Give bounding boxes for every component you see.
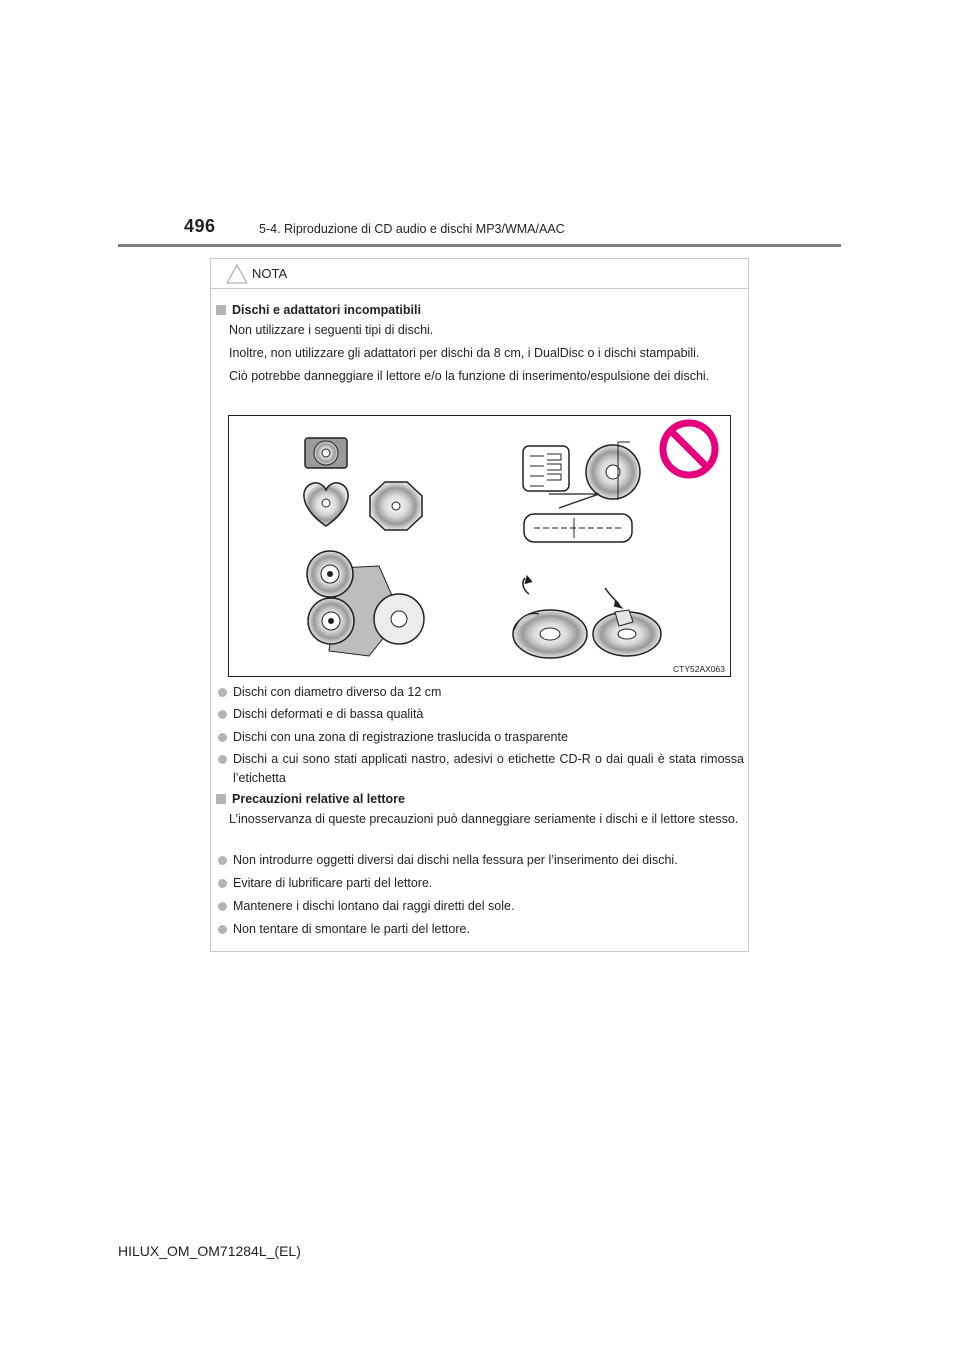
list-item: Non introdurre oggetti diversi dai dischi nella fessura per l’inserimento dei dischi. <box>216 851 744 870</box>
square-bullet-icon <box>216 794 226 804</box>
octagonal-disc-icon <box>370 482 422 530</box>
document-id: HILUX_OM_OM71284L_(EL) <box>118 1243 301 1259</box>
bullet-dot-icon <box>218 733 227 742</box>
list-item: Mantenere i dischi lontano dai raggi diretti del sole. <box>216 897 744 916</box>
paragraph: Non utilizzare i seguenti tipi di dischi. <box>229 323 434 337</box>
discs-drawing <box>229 416 730 676</box>
paragraph: Inoltre, non utilizzare gli adattatori per dischi da 8 cm, i DualDisc o i dischi stampabili. <box>229 346 700 360</box>
page-number: 496 <box>184 216 216 236</box>
bullet-dot-icon <box>218 856 227 865</box>
list-item: Evitare di lubrificare parti del lettore. <box>216 874 744 893</box>
bullet-dot-icon <box>218 710 227 719</box>
prohibition-icon <box>663 423 715 475</box>
paragraph: L’inosservanza di queste precauzioni può danneggiare seriamente i dischi e il lettore stesso. <box>229 812 739 826</box>
incompatible-discs-illustration <box>228 415 731 677</box>
square-mini-disc-icon <box>305 438 347 468</box>
paragraph: Ciò potrebbe danneggiare il lettore e/o la funzione di inserimento/espulsione dei dischi. <box>229 369 710 383</box>
list-item: Dischi deformati e di bassa qualità <box>216 705 744 724</box>
bullet-dot-icon <box>218 688 227 697</box>
heading-text: Dischi e adattatori incompatibili <box>232 303 421 317</box>
list-item: Dischi con diametro diverso da 12 cm <box>216 683 744 702</box>
bullet-dot-icon <box>218 755 227 764</box>
translucent-disc-icon <box>307 551 424 656</box>
taped-disc-icon <box>593 588 661 656</box>
heading-player-precautions <box>216 792 405 806</box>
list-item: Dischi con una zona di registrazione traslucida o trasparente <box>216 728 744 747</box>
dualdisc-diagram-icon <box>523 442 640 542</box>
heart-shaped-disc-icon <box>304 483 348 526</box>
square-bullet-icon <box>216 305 226 315</box>
figure-code: CTY52AX063 <box>673 664 725 674</box>
section-title: 5-4. Riproduzione di CD audio e dischi MP3/WMA/AAC <box>259 222 565 236</box>
note-header <box>211 259 748 289</box>
heading-incompatible-discs <box>216 303 421 317</box>
header-rule <box>118 244 841 247</box>
bullet-dot-icon <box>218 902 227 911</box>
bullet-dot-icon <box>218 925 227 934</box>
peeling-label-disc-icon <box>513 576 587 658</box>
bullet-dot-icon <box>218 879 227 888</box>
list-item: Dischi a cui sono stati applicati nastro, adesivi o etichette CD-R o dai quali è stata rimossa l’etichetta <box>216 750 744 788</box>
note-title: NOTA <box>252 266 288 281</box>
heading-text: Precauzioni relative al lettore <box>232 792 405 806</box>
list-item: Non tentare di smontare le parti del lettore. <box>216 920 744 939</box>
warning-triangle-icon <box>226 264 248 284</box>
